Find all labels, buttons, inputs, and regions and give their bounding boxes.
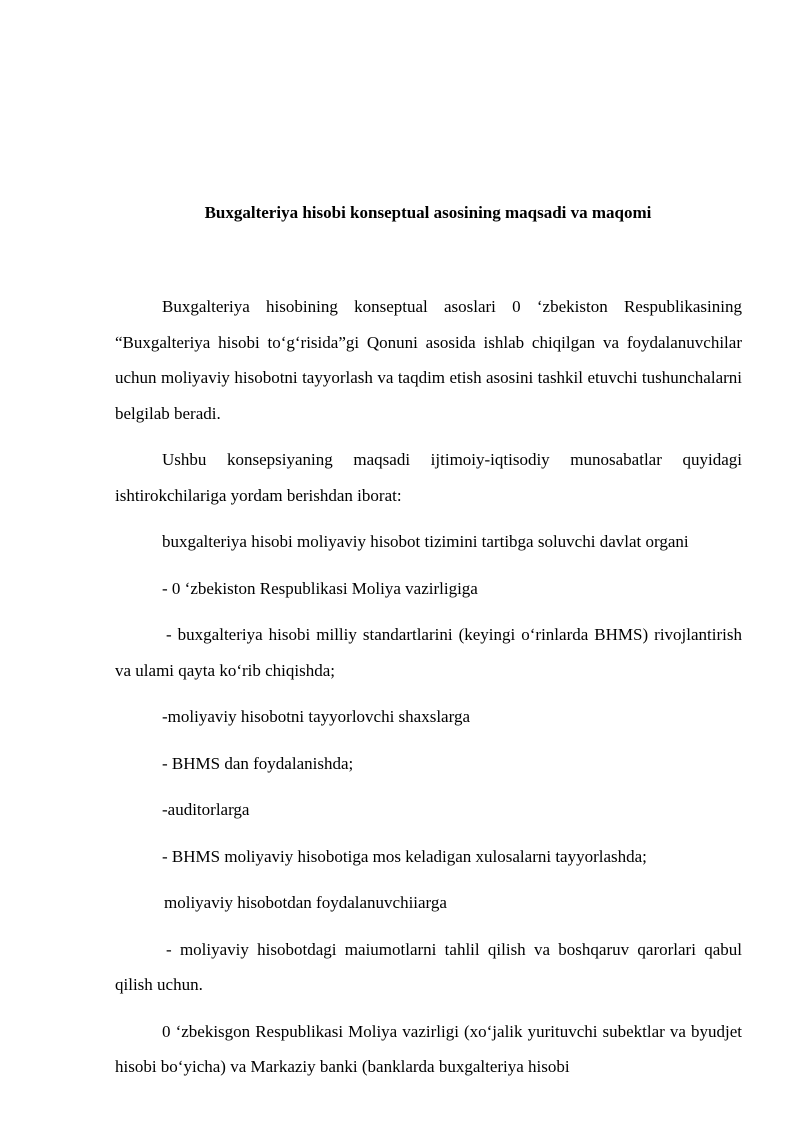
document-body bbox=[115, 289, 742, 1096]
paragraph-item: - BHMS dan foydalanishda; bbox=[162, 753, 354, 773]
paragraph-item: buxgalteriya hisobi moliyaviy hisobot tizimini tartibga soluvchi davlat organi bbox=[162, 532, 689, 551]
paragraph-item: - BHMS moliyaviy hisobotiga mos keladigan xulosalarni tayyorlashda; bbox=[162, 846, 647, 866]
paragraph-ministry: 0 ‘zbekisgon Respublikasi Moliya vazirligi (xo‘jalik yurituvchi subektlar va byudjet hisobi bo‘yicha) va Markaziy banki (banklarda buxgalteriya hisobi bbox=[115, 1021, 742, 1076]
document-title: Buxgalteriya hisobi konseptual asosining maqsadi va maqomi bbox=[204, 203, 652, 222]
paragraph-intro: Buxgalteriya hisobining konseptual asoslari 0 ‘zbekiston Respublikasining “Buxgalteriya hisobi to‘g‘risida”gi Qonuni asosida ishlab chiqilgan va foydalanuvchilar uchun moliyaviy hisobotni tayyorlash va taqdim etish asosini tashkil etuvchi tushunchalarni belgilab beradi. bbox=[115, 297, 742, 423]
paragraph-item: -moliyaviy hisobotni tayyorlovchi shaxslarga bbox=[162, 707, 471, 726]
paragraph-item: moliyaviy hisobotdan foydalanuvchiiarga bbox=[164, 893, 447, 912]
paragraph-item: - 0 ‘zbekiston Respublikasi Moliya vazirligiga bbox=[162, 578, 478, 598]
paragraph-item: - moliyaviy hisobotdagi maiumotlarni tahlil qilish va boshqaruv qarorlari qabul qilish uchun. bbox=[115, 939, 742, 994]
paragraph-purpose: Ushbu konsepsiyaning maqsadi ijtimoiy-iqtisodiy munosabatlar quyidagi ishtirokchilariga yordam berishdan iborat: bbox=[115, 450, 742, 505]
paragraph-item: -auditorlarga bbox=[162, 800, 250, 819]
paragraph-item: - buxgalteriya hisobi milliy standartlarini (keyingi o‘rinlarda BHMS) rivojlantirish va ulami qayta ko‘rib chiqishda; bbox=[115, 625, 742, 680]
